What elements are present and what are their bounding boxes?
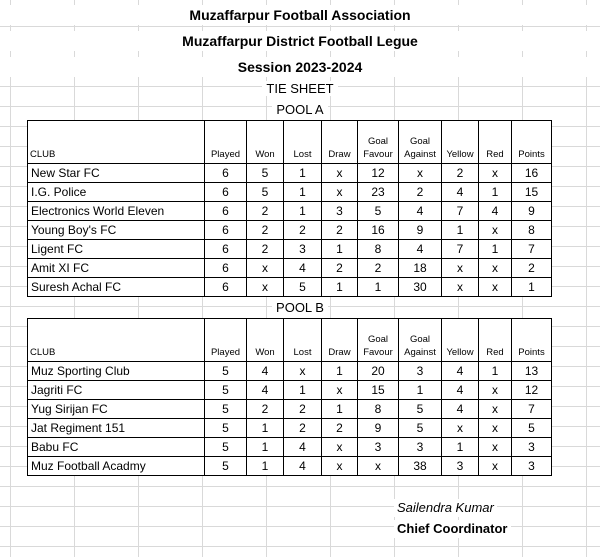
stat-cell: 9 <box>358 419 399 438</box>
stat-cell: 1 <box>322 240 358 259</box>
stat-cell: 5 <box>247 183 284 202</box>
stat-cell: 15 <box>512 183 552 202</box>
stat-cell: 5 <box>205 457 247 476</box>
stat-cell: 7 <box>442 202 479 221</box>
stat-cell: 2 <box>442 164 479 183</box>
club-name-cell: Suresh Achal FC <box>28 278 205 297</box>
stat-cell: 6 <box>205 259 247 278</box>
table-row <box>28 362 552 381</box>
table-row <box>28 221 552 240</box>
table-row <box>28 259 552 278</box>
pool-b-table <box>27 318 552 476</box>
stat-cell: 4 <box>479 202 512 221</box>
stat-cell: 5 <box>512 419 552 438</box>
stat-cell: x <box>399 164 442 183</box>
stat-cell: 2 <box>247 240 284 259</box>
stat-cell: 5 <box>358 202 399 221</box>
tie-sheet-label <box>0 80 600 98</box>
pool-b-title-text: POOL B <box>272 300 328 315</box>
pool-a-header-row <box>28 121 552 164</box>
stat-cell: 2 <box>247 400 284 419</box>
stat-cell: 2 <box>322 221 358 240</box>
stat-cell: 13 <box>512 362 552 381</box>
column-header: Goal Favour <box>358 121 399 164</box>
club-name-cell: Jagriti FC <box>28 381 205 400</box>
table-row <box>28 240 552 259</box>
stat-cell: 1 <box>358 278 399 297</box>
column-header: CLUB <box>28 319 205 362</box>
stat-cell: 1 <box>479 183 512 202</box>
club-name-cell: Ligent FC <box>28 240 205 259</box>
stat-cell: 1 <box>442 221 479 240</box>
stat-cell: x <box>442 259 479 278</box>
club-name-cell: New Star FC <box>28 164 205 183</box>
tie-sheet-text: TIE SHEET <box>262 81 337 96</box>
stat-cell: 4 <box>284 457 322 476</box>
association-title <box>0 5 600 25</box>
stat-cell: 2 <box>284 400 322 419</box>
stat-cell: 4 <box>442 362 479 381</box>
stat-cell: 12 <box>512 381 552 400</box>
stat-cell: 9 <box>512 202 552 221</box>
table-row <box>28 183 552 202</box>
pool-a-table <box>27 120 552 297</box>
stat-cell: 2 <box>247 202 284 221</box>
stat-cell: 4 <box>442 400 479 419</box>
stat-cell: 6 <box>205 164 247 183</box>
stat-cell: 3 <box>399 438 442 457</box>
stat-cell: 1 <box>284 381 322 400</box>
stat-cell: 8 <box>358 400 399 419</box>
stat-cell: 7 <box>442 240 479 259</box>
association-title-text: Muzaffarpur Football Association <box>183 7 416 23</box>
column-header: Points <box>512 319 552 362</box>
stat-cell: 2 <box>512 259 552 278</box>
column-header: Yellow <box>442 121 479 164</box>
stat-cell: 1 <box>479 362 512 381</box>
stat-cell: 2 <box>322 259 358 278</box>
stat-cell: 6 <box>205 278 247 297</box>
stat-cell: x <box>322 457 358 476</box>
stat-cell: 1 <box>479 240 512 259</box>
session-title-text: Session 2023-2024 <box>232 59 369 75</box>
stat-cell: x <box>322 164 358 183</box>
column-header: CLUB <box>28 121 205 164</box>
stat-cell: 1 <box>284 202 322 221</box>
stat-cell: x <box>479 400 512 419</box>
club-name-cell: Muz Football Acadmy <box>28 457 205 476</box>
club-name-cell: Babu FC <box>28 438 205 457</box>
table-row <box>28 457 552 476</box>
stat-cell: 20 <box>358 362 399 381</box>
stat-cell: 18 <box>399 259 442 278</box>
stat-cell: 9 <box>399 221 442 240</box>
stat-cell: 5 <box>205 362 247 381</box>
column-header: Played <box>205 319 247 362</box>
stat-cell: 2 <box>399 183 442 202</box>
pool-a-body <box>28 164 552 297</box>
pool-a-title-text: POOL A <box>272 102 327 117</box>
stat-cell: 5 <box>284 278 322 297</box>
stat-cell: 3 <box>322 202 358 221</box>
stat-cell: 5 <box>205 400 247 419</box>
stat-cell: 1 <box>247 457 284 476</box>
stat-cell: 4 <box>247 381 284 400</box>
table-row <box>28 381 552 400</box>
column-header: Red <box>479 319 512 362</box>
stat-cell: 6 <box>205 240 247 259</box>
stat-cell: 2 <box>284 419 322 438</box>
table-row <box>28 202 552 221</box>
table-row <box>28 419 552 438</box>
column-header: Won <box>247 121 284 164</box>
table-row <box>28 164 552 183</box>
stat-cell: 2 <box>247 221 284 240</box>
stat-cell: 1 <box>399 381 442 400</box>
column-header: Goal Favour <box>358 319 399 362</box>
stat-cell: 15 <box>358 381 399 400</box>
stat-cell: 1 <box>512 278 552 297</box>
column-header: Lost <box>284 319 322 362</box>
club-name-cell: Muz Sporting Club <box>28 362 205 381</box>
stat-cell: x <box>442 278 479 297</box>
club-name-cell: I.G. Police <box>28 183 205 202</box>
stat-cell: x <box>322 438 358 457</box>
stat-cell: 4 <box>442 183 479 202</box>
pool-a-title <box>0 101 600 119</box>
stat-cell: 3 <box>512 457 552 476</box>
stat-cell: 8 <box>358 240 399 259</box>
column-header: Red <box>479 121 512 164</box>
stat-cell: 23 <box>358 183 399 202</box>
club-name-cell: Jat Regiment 151 <box>28 419 205 438</box>
session-title <box>0 57 600 77</box>
stat-cell: 6 <box>205 202 247 221</box>
stat-cell: 8 <box>512 221 552 240</box>
stat-cell: x <box>284 362 322 381</box>
stat-cell: 16 <box>512 164 552 183</box>
stat-cell: 1 <box>247 438 284 457</box>
table-row <box>28 400 552 419</box>
stat-cell: 5 <box>205 381 247 400</box>
stat-cell: 2 <box>284 221 322 240</box>
stat-cell: 4 <box>399 202 442 221</box>
stat-cell: 38 <box>399 457 442 476</box>
stat-cell: 1 <box>322 400 358 419</box>
stat-cell: 4 <box>399 240 442 259</box>
stat-cell: x <box>247 259 284 278</box>
stat-cell: 3 <box>284 240 322 259</box>
signature-name: Sailendra Kumar <box>394 499 497 517</box>
table-row <box>28 438 552 457</box>
stat-cell: x <box>479 457 512 476</box>
stat-cell: 7 <box>512 240 552 259</box>
stat-cell: 4 <box>247 362 284 381</box>
stat-cell: 1 <box>322 362 358 381</box>
club-name-cell: Electronics World Eleven <box>28 202 205 221</box>
league-title <box>0 31 600 51</box>
column-header: Draw <box>322 319 358 362</box>
stat-cell: 30 <box>399 278 442 297</box>
stat-cell: 6 <box>205 183 247 202</box>
club-name-cell: Yug Sirijan FC <box>28 400 205 419</box>
stat-cell: 4 <box>284 259 322 278</box>
column-header: Points <box>512 121 552 164</box>
column-header: Yellow <box>442 319 479 362</box>
stat-cell: x <box>479 419 512 438</box>
stat-cell: 3 <box>512 438 552 457</box>
pool-b-body <box>28 362 552 476</box>
stat-cell: 6 <box>205 221 247 240</box>
stat-cell: 5 <box>399 400 442 419</box>
signature-role: Chief Coordinator <box>394 520 511 538</box>
stat-cell: x <box>442 419 479 438</box>
stat-cell: x <box>479 381 512 400</box>
stat-cell: 1 <box>322 278 358 297</box>
table-row <box>28 278 552 297</box>
club-name-cell: Amit XI FC <box>28 259 205 278</box>
stat-cell: 5 <box>205 419 247 438</box>
column-header: Lost <box>284 121 322 164</box>
stat-cell: x <box>479 438 512 457</box>
stat-cell: 1 <box>284 164 322 183</box>
stat-cell: x <box>479 259 512 278</box>
stat-cell: 5 <box>205 438 247 457</box>
column-header: Goal Against <box>399 121 442 164</box>
club-name-cell: Young Boy's FC <box>28 221 205 240</box>
stat-cell: x <box>358 457 399 476</box>
column-header: Draw <box>322 121 358 164</box>
column-header: Won <box>247 319 284 362</box>
league-title-text: Muzaffarpur District Football Legue <box>176 33 424 49</box>
column-header: Goal Against <box>399 319 442 362</box>
stat-cell: 16 <box>358 221 399 240</box>
stat-cell: x <box>322 183 358 202</box>
stat-cell: 3 <box>442 457 479 476</box>
stat-cell: 2 <box>358 259 399 278</box>
stat-cell: x <box>479 278 512 297</box>
stat-cell: 1 <box>442 438 479 457</box>
stat-cell: 1 <box>284 183 322 202</box>
stat-cell: 2 <box>322 419 358 438</box>
stat-cell: 1 <box>247 419 284 438</box>
stat-cell: 7 <box>512 400 552 419</box>
stat-cell: 5 <box>247 164 284 183</box>
stat-cell: x <box>479 164 512 183</box>
stat-cell: x <box>247 278 284 297</box>
pool-b-title <box>0 299 600 317</box>
stat-cell: x <box>322 381 358 400</box>
stat-cell: 5 <box>399 419 442 438</box>
pool-b-header-row <box>28 319 552 362</box>
stat-cell: 3 <box>358 438 399 457</box>
stat-cell: 12 <box>358 164 399 183</box>
stat-cell: 3 <box>399 362 442 381</box>
column-header: Played <box>205 121 247 164</box>
stat-cell: 4 <box>284 438 322 457</box>
stat-cell: x <box>479 221 512 240</box>
stat-cell: 4 <box>442 381 479 400</box>
